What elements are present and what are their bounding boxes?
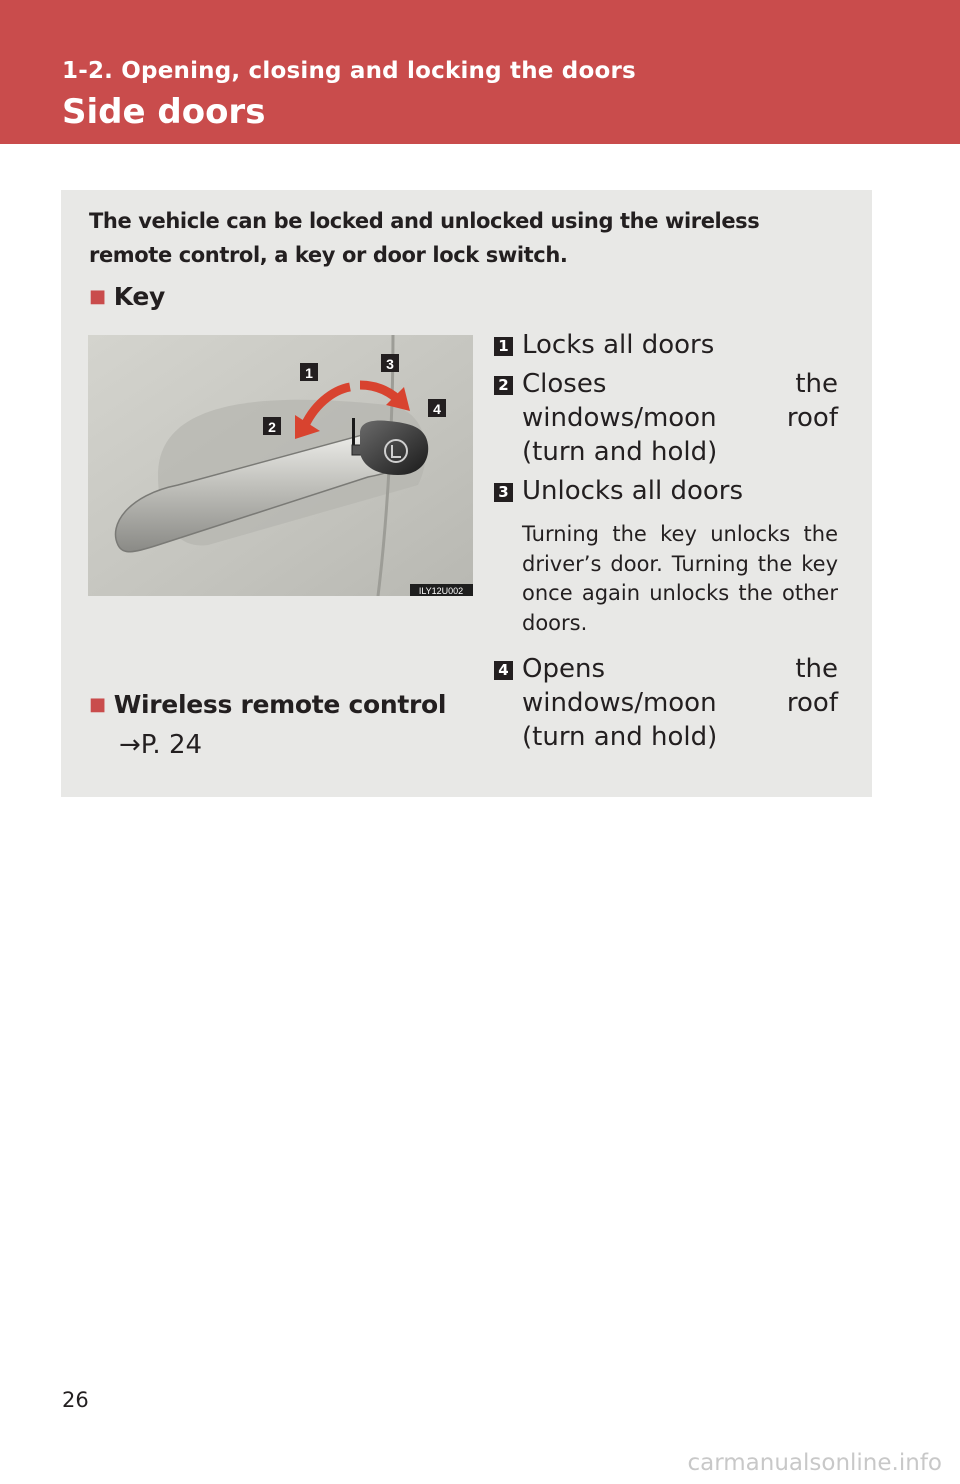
watermark: carmanualsonline.info (687, 1450, 942, 1476)
page-header (0, 0, 960, 144)
page-reference-link[interactable]: →P. 24 (119, 730, 203, 760)
item-text: Locks all doors (522, 330, 715, 360)
square-bullet-icon: ■ (89, 286, 106, 307)
intro-text: The vehicle can be locked and unlocked using the wireless remote control, a key or door lock switch. (89, 209, 760, 267)
list-item (494, 652, 838, 754)
item-text: Closes the windows/moon roof (turn and hold) (522, 369, 838, 467)
list-item (494, 367, 838, 469)
item-note: Turning the key unlocks the driver’s door. Turning the key once again unlocks the other doors. (522, 522, 838, 635)
door-handle-key-figure (88, 335, 473, 596)
callout-3: 3 (386, 356, 394, 372)
remote-heading (89, 690, 446, 719)
key-operations-list (494, 328, 838, 754)
door-handle-illustration (88, 335, 473, 596)
callout-1: 1 (305, 365, 313, 381)
list-item (494, 474, 838, 508)
key-heading (89, 282, 165, 311)
number-badge: 4 (494, 661, 513, 680)
item-text: Opens the windows/moon roof (turn and hold) (522, 654, 838, 752)
key-heading-label: Key (113, 282, 166, 311)
page-number: 26 (62, 1388, 89, 1412)
number-badge: 1 (494, 337, 513, 356)
figure-code: ILY12U002 (418, 586, 464, 596)
number-badge: 3 (494, 483, 513, 502)
number-badge: 2 (494, 376, 513, 395)
page-title: Side doors (62, 92, 266, 132)
list-item (494, 328, 838, 362)
square-bullet-icon: ■ (89, 694, 106, 715)
section-title: 1-2. Opening, closing and locking the doors (62, 58, 636, 84)
callout-2: 2 (268, 419, 276, 435)
callout-4: 4 (433, 401, 441, 417)
content-panel (61, 190, 872, 797)
item-text: Unlocks all doors (522, 476, 743, 506)
remote-heading-label: Wireless remote control (113, 690, 447, 719)
